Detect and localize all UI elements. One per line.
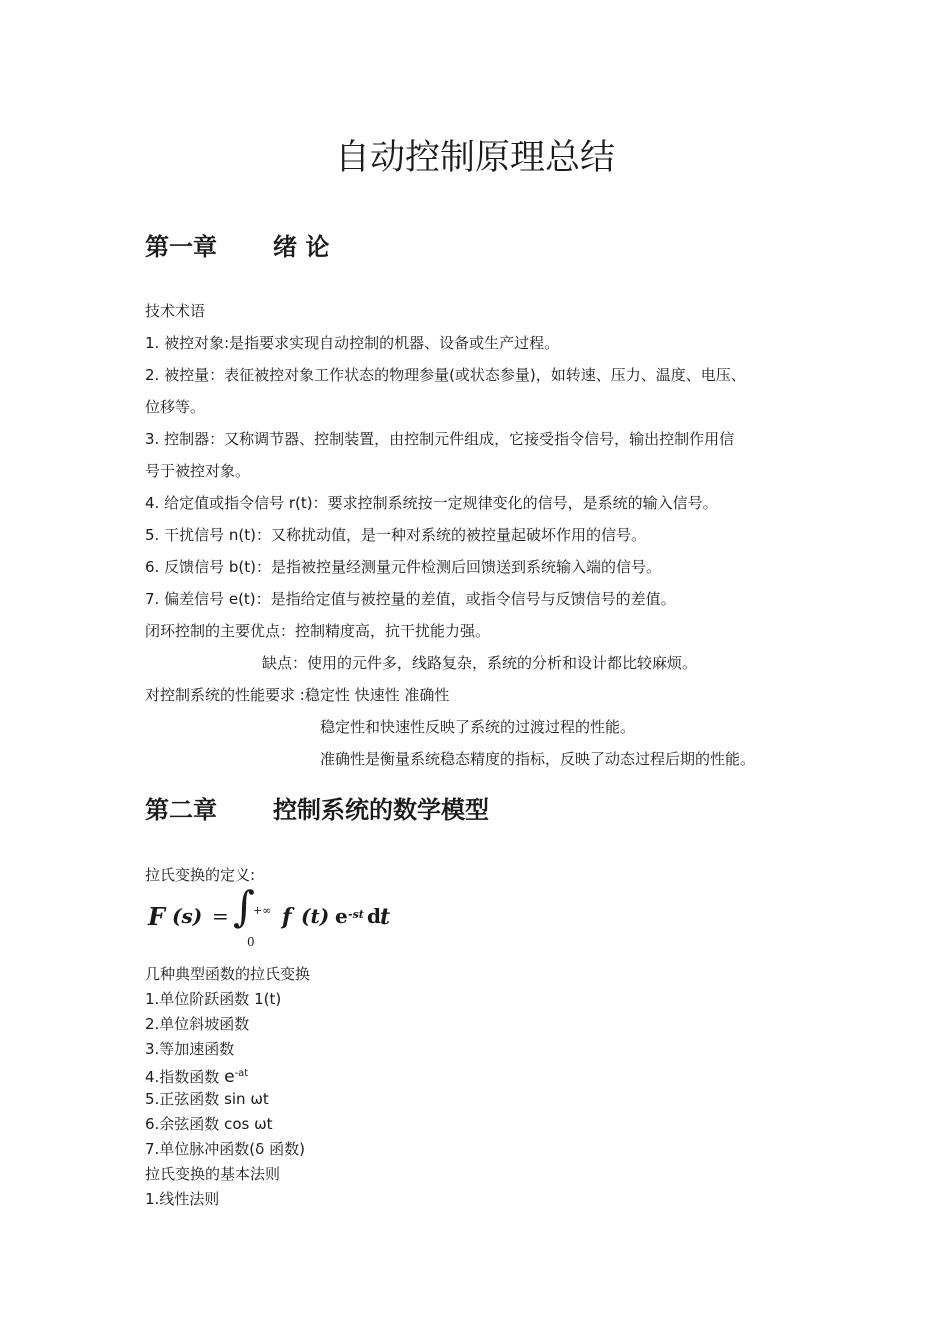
exp-base: e [224, 1067, 235, 1087]
typical-functions-title: 几种典型函数的拉氏变换 [145, 965, 311, 983]
formula-equals: = [212, 904, 229, 928]
page-title: 自动控制原理总结 [334, 138, 615, 178]
chapter-name: 控制系统的数学模型 [273, 796, 489, 824]
closed-loop-cons: 缺点：使用的元件多，线路复杂，系统的分析和设计都比较麻烦。 [262, 654, 698, 672]
chapter-number: 第二章 [145, 796, 217, 824]
laplace-rules-title: 拉氏变换的基本法则 [145, 1165, 281, 1183]
formula-e: e [335, 904, 348, 928]
term-item: 5. 干扰信号 n(t)：又称扰动值，是一种对系统的被控量起破坏作用的信号。 [145, 526, 646, 544]
performance-requirements: 对控制系统的性能要求 :稳定性 快速性 准确性 [145, 686, 450, 704]
term-item: 6. 反馈信号 b(t)：是指被控量经测量元件检测后回馈送到系统输入端的信号。 [145, 558, 661, 576]
integral-lower-limit: 0 [247, 935, 255, 949]
chapter-number: 第一章 [145, 233, 217, 261]
term-item: 7. 偏差信号 e(t)：是指给定值与被控量的差值，或指令信号与反馈信号的差值。 [145, 590, 676, 608]
closed-loop-pros: 闭环控制的主要优点：控制精度高，抗干扰能力强。 [145, 622, 491, 640]
formula-F: F [148, 902, 166, 931]
section-heading: 技术术语 [145, 302, 206, 320]
typical-function-item: 3.等加速函数 [145, 1040, 235, 1058]
term-item: 3. 控制器：又称调节器、控制装置，由控制元件组成，它接受指令信号，输出控制作用信 [145, 430, 735, 448]
typical-function-item: 2.单位斜坡函数 [145, 1015, 250, 1033]
integral-sign: ∫ [233, 882, 255, 931]
performance-note: 稳定性和快速性反映了系统的过渡过程的性能。 [320, 718, 636, 736]
formula-exponent: -st [348, 908, 364, 921]
chapter-1-heading [145, 232, 330, 262]
chapter-name: 绪 论 [273, 233, 330, 261]
formula-lhs-args: (s) [172, 904, 203, 928]
performance-note: 准确性是衡量系统稳态精度的指标，反映了动态过程后期的性能。 [320, 750, 756, 768]
laplace-definition-label: 拉氏变换的定义: [145, 866, 256, 884]
term-item-continued: 位移等。 [145, 398, 206, 416]
term-item: 2. 被控量：表征被控对象工作状态的物理参量(或状态参量)，如转速、压力、温度、电压、 [145, 366, 746, 384]
typical-function-label: 4.指数函数 [145, 1068, 225, 1086]
term-item: 4. 给定值或指令信号 r(t)：要求控制系统按一定规律变化的信号，是系统的输入信号。 [145, 494, 718, 512]
typical-function-item: 6.余弦函数 cos ωt [145, 1115, 273, 1133]
typical-function-item: 1.单位阶跃函数 1(t) [145, 990, 282, 1008]
formula-t: t [380, 904, 391, 930]
term-item: 1. 被控对象:是指要求实现自动控制的机器、设备或生产过程。 [145, 334, 560, 352]
term-item-continued: 号于被控对象。 [145, 462, 251, 480]
exp-superscript: -at [234, 1068, 249, 1079]
chapter-2-heading [145, 795, 489, 825]
formula-d: d [367, 904, 381, 928]
typical-function-item [145, 1063, 248, 1088]
typical-function-item: 5.正弦函数 sin ωt [145, 1090, 269, 1108]
formula-f: f [282, 904, 292, 930]
formula-t-args: (t) [301, 904, 330, 928]
laplace-formula [145, 884, 445, 954]
integral-upper-limit: +∞ [253, 904, 272, 917]
typical-function-item: 7.单位脉冲函数(δ 函数) [145, 1140, 305, 1158]
laplace-rule-item: 1.线性法则 [145, 1190, 220, 1208]
